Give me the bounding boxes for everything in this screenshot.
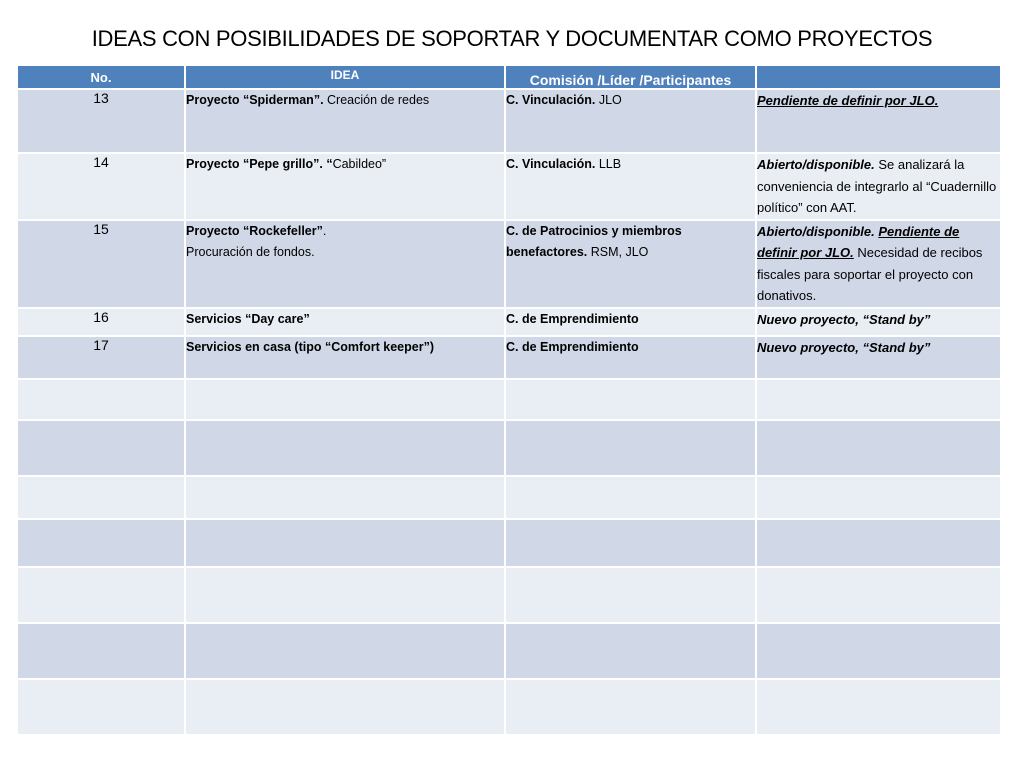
empty-cell — [17, 420, 185, 476]
empty-cell — [185, 567, 505, 623]
empty-cell — [756, 679, 1001, 735]
idea-cell — [185, 308, 505, 336]
comision-name: C. de Emprendimiento — [506, 311, 639, 326]
empty-cell — [185, 476, 505, 519]
row-number: 16 — [17, 308, 185, 336]
table-row — [17, 89, 1001, 153]
comision-cell — [505, 89, 756, 153]
empty-row — [17, 476, 1001, 519]
table-header-row — [17, 65, 1001, 89]
idea-title: Proyecto “Spiderman”. — [186, 93, 324, 107]
column-header-no: No. — [17, 65, 185, 89]
comision-name: C. de Emprendimiento — [506, 339, 639, 354]
empty-row — [17, 623, 1001, 679]
table-row — [17, 153, 1001, 220]
status-label: Pendiente de definir por JLO. — [757, 93, 939, 108]
idea-cell — [185, 89, 505, 153]
row-number: 15 — [17, 220, 185, 308]
idea-title: Proyecto “Rockefeller” — [186, 223, 323, 238]
comision-participants: LLB — [595, 157, 622, 171]
status-label: Abierto/disponible. — [757, 223, 875, 239]
status-text: Se analizará la conveniencia de integrarlo al “Cuadernillo político” con AAT. — [757, 157, 997, 215]
idea-description-line2: Procuración de fondos. — [186, 245, 315, 259]
status-cell — [756, 308, 1001, 336]
empty-cell — [185, 679, 505, 735]
comision-cell — [505, 220, 756, 308]
empty-cell — [756, 519, 1001, 567]
table-row — [17, 308, 1001, 336]
comision-name: C. de Patrocinios y miembros benefactores. — [506, 223, 682, 259]
idea-description: Creación de redes — [323, 93, 430, 107]
empty-cell — [17, 623, 185, 679]
empty-cell — [505, 567, 756, 623]
status-label: Nuevo proyecto, “Stand by” — [757, 339, 931, 355]
idea-title: Servicios “Day care” — [186, 311, 310, 326]
idea-title: Proyecto “Pepe grillo”. “ — [186, 157, 333, 171]
empty-cell — [505, 519, 756, 567]
comision-name: C. Vinculación. — [506, 93, 596, 107]
row-number: 17 — [17, 336, 185, 379]
empty-row — [17, 420, 1001, 476]
empty-cell — [17, 567, 185, 623]
comision-participants: JLO — [595, 93, 622, 107]
comision-cell — [505, 308, 756, 336]
empty-cell — [756, 623, 1001, 679]
empty-cell — [17, 679, 185, 735]
empty-row — [17, 379, 1001, 420]
comision-name: C. Vinculación. — [506, 157, 596, 171]
status-cell — [756, 153, 1001, 220]
empty-cell — [505, 379, 756, 420]
empty-cell — [756, 379, 1001, 420]
empty-row — [17, 679, 1001, 735]
status-label-pending: Pendiente de definir por JLO. — [757, 223, 960, 260]
idea-description: Cabildeo” — [332, 157, 387, 171]
comision-cell — [505, 336, 756, 379]
status-cell — [756, 220, 1001, 308]
comision-participants: RSM, JLO — [587, 245, 649, 259]
column-header-comision: Comisión /Líder /Participantes — [505, 65, 756, 89]
status-label: Abierto/disponible. — [757, 157, 875, 172]
idea-cell — [185, 153, 505, 220]
status-cell — [756, 89, 1001, 153]
row-number: 13 — [17, 89, 185, 153]
empty-cell — [17, 519, 185, 567]
empty-cell — [505, 679, 756, 735]
empty-cell — [185, 623, 505, 679]
empty-cell — [17, 379, 185, 420]
empty-cell — [505, 476, 756, 519]
empty-cell — [505, 420, 756, 476]
empty-cell — [756, 476, 1001, 519]
empty-cell — [185, 519, 505, 567]
status-label: Nuevo proyecto, “Stand by” — [757, 311, 931, 327]
comision-cell — [505, 153, 756, 220]
row-number: 14 — [17, 153, 185, 220]
page-title: IDEAS CON POSIBILIDADES DE SOPORTAR Y DOCUMENTAR COMO PROYECTOS — [91, 26, 933, 51]
idea-cell — [185, 220, 505, 308]
column-header-idea: IDEA — [185, 65, 505, 89]
status-cell — [756, 336, 1001, 379]
empty-cell — [17, 476, 185, 519]
empty-cell — [505, 623, 756, 679]
idea-title: Servicios en casa (tipo “Comfort keeper”) — [186, 339, 434, 354]
table-row — [17, 220, 1001, 308]
empty-cell — [756, 567, 1001, 623]
empty-row — [17, 519, 1001, 567]
empty-cell — [185, 379, 505, 420]
table-row — [17, 336, 1001, 379]
projects-table — [16, 64, 1002, 736]
column-header-status — [756, 65, 1001, 89]
empty-cell — [185, 420, 505, 476]
status-text: Necesidad de recibos fiscales para soportar el proyecto con donativos. — [757, 245, 983, 303]
idea-cell — [185, 336, 505, 379]
empty-cell — [756, 420, 1001, 476]
empty-row — [17, 567, 1001, 623]
idea-description: . — [322, 223, 327, 238]
